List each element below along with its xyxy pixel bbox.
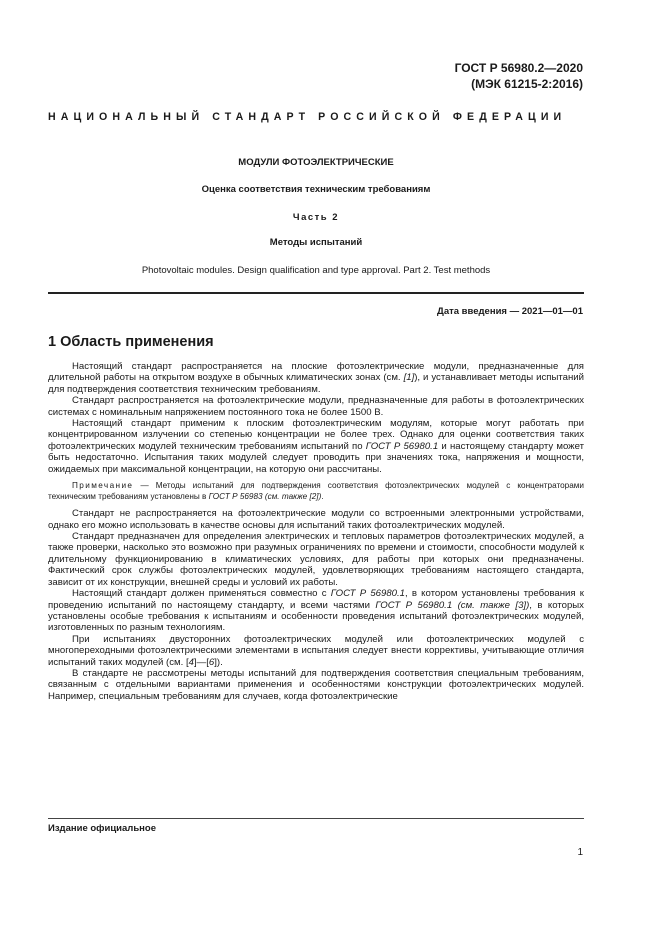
footer-divider <box>48 818 584 819</box>
title-part: Часть 2 <box>292 212 340 223</box>
title-english: Photovoltaic modules. Design qualification and type approval. Part 2. Test methods <box>141 265 491 276</box>
title-part-name: Методы испытаний <box>269 237 363 248</box>
text-run: ]—[ <box>193 656 209 668</box>
reference: ГОСТ Р 56980.1 <box>365 440 439 452</box>
paragraph <box>48 418 584 475</box>
text-run: Настоящий стандарт применим к плоским фотоэлектрическим модулям, которые могут работать при концентрированном излучении со степенью концентрации не более трех. Однако для оценки соответствия таких фотоэлектрических модулей техническим требованиям испытаний по <box>48 418 584 452</box>
reference: ГОСТ Р 56980.1 (см. также [3]) <box>375 599 530 611</box>
text-run: Настоящий стандарт должен применяться совместно с <box>72 588 331 600</box>
text-run: , в которых установлены особые требования к испытаниям и особенности проведения испытаний фотоэлектрических модулей, изготовленных по разным технологиям. <box>48 599 584 634</box>
paragraph: Стандарт не распространяется на фотоэлектрические модули со встроенными электронными устройствами, однако его можно использовать в качестве основы для испытаний таких фотоэлектрических модулей. <box>48 508 584 531</box>
note <box>48 481 584 502</box>
paragraph <box>48 361 584 395</box>
text-run: — Методы испытаний для подтверждения соответствия фотоэлектрических модулей с концентраторами техническим требованиям установлены в <box>48 481 584 501</box>
title-divider <box>48 292 584 294</box>
paragraph: Стандарт предназначен для определения электрических и тепловых параметров фотоэлектрических модулей, а также проверки, насколько это возможно при разумных ограничениях по времени и стоимости, способности модулей к длительному функционированию в климатических условиях, для работы при которых они предназначены. Фактический срок службы фотоэлектрических модулей, удовлетворяющих требованиям настоящего стандарта, зависит от их конструкции, внешней среды и условий их работы. <box>48 531 584 588</box>
title-sub: Оценка соответствия техническим требованиям <box>201 184 431 195</box>
introduction-date: Дата введения — 2021—01—01 <box>437 306 583 317</box>
paragraph: В стандарте не рассмотрены методы испытаний для подтверждения соответствия специальным требованиям, связанным с отдельными вариантами применения и особенностями конструкции фотоэлектрических модулей. Например, специальным требованиям для случаев, когда фотоэлектрические <box>48 667 584 702</box>
paragraph <box>48 634 584 668</box>
reference: 4 <box>188 656 194 668</box>
edition-label: Издание официальное <box>48 823 156 834</box>
section-heading: 1 Область применения <box>48 334 214 350</box>
paragraph <box>48 588 584 634</box>
text-run: Настоящий стандарт распространяется на плоские фотоэлектрические модули, предназначенные для длительной работы на открытом воздухе в обычных климатических зонах (см. <box>48 361 584 384</box>
page-number: 1 <box>577 847 583 858</box>
reference: [1] <box>403 372 415 384</box>
reference: ГОСТ Р 56980.1 <box>330 588 406 600</box>
text-run: ), и устанавливает методы испытаний для подтверждения соответствия техническим требованиям. <box>48 372 584 395</box>
text-run: , в котором установлены требования к проведению испытаний по настоящему стандарту, и всеми частями <box>48 588 584 611</box>
note-label: Примечание <box>72 481 134 491</box>
reference: ГОСТ Р 56983 (см. также [2]) <box>208 491 322 501</box>
text-run: ]). <box>214 656 223 668</box>
text-run: и настоящему стандарту может быть недостаточно. Испытания таких модулей следует проводить при значениях тока, напряжения и мощности, ожидаемых при максимальной концентрации, на которую они рассчитаны. <box>48 440 584 475</box>
gost-number: ГОСТ Р 56980.2—2020 <box>454 61 583 75</box>
text-run: . <box>321 491 324 501</box>
body-text <box>48 361 584 702</box>
national-standard-heading: НАЦИОНАЛЬНЫЙ СТАНДАРТ РОССИЙСКОЙ ФЕДЕРАЦИИ <box>48 111 567 123</box>
iec-number: (МЭК 61215-2:2016) <box>471 77 583 91</box>
reference: 6 <box>208 656 215 668</box>
document-number-block <box>455 60 583 92</box>
title-main: МОДУЛИ ФОТОЭЛЕКТРИЧЕСКИЕ <box>238 157 394 168</box>
text-run: При испытаниях двусторонних фотоэлектрических модулей или фотоэлектрических модулей с многопереходными фотоэлектрическими элементами в испытания следует внести коррективы, учитывающие отличия испытаний таких модулей (см. [ <box>48 633 584 668</box>
paragraph: Стандарт распространяется на фотоэлектрические модули, предназначенные для работы в фотоэлектрических системах с номинальным напряжением постоянного тока не более 1500 В. <box>48 395 584 418</box>
